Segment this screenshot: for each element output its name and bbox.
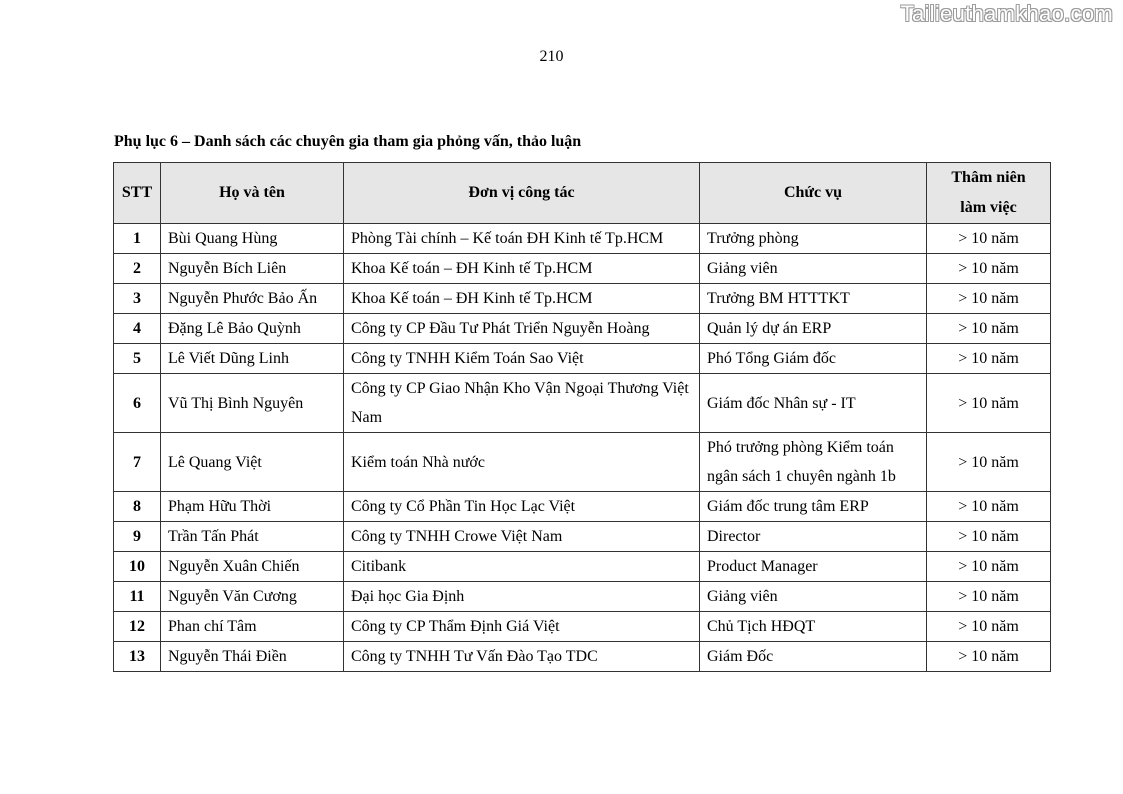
row-years: > 10 năm bbox=[927, 642, 1051, 672]
table-row bbox=[114, 224, 1051, 254]
header-years-line2: làm việc bbox=[960, 199, 1017, 216]
row-name: Nguyễn Phước Bảo Ấn bbox=[161, 284, 344, 314]
row-position: Trưởng phòng bbox=[700, 224, 927, 254]
row-years: > 10 năm bbox=[927, 254, 1051, 284]
row-name: Nguyễn Thái Điền bbox=[161, 642, 344, 672]
header-years bbox=[927, 163, 1051, 224]
row-years: > 10 năm bbox=[927, 582, 1051, 612]
row-position: Quản lý dự án ERP bbox=[700, 314, 927, 344]
row-name: Lê Viết Dũng Linh bbox=[161, 344, 344, 374]
table-caption: Phụ lục 6 – Danh sách các chuyên gia tham gia phỏng vấn, thảo luận bbox=[114, 133, 582, 150]
page-number: 210 bbox=[539, 48, 564, 65]
row-position: Giám đốc trung tâm ERP bbox=[700, 492, 927, 522]
table-row bbox=[114, 582, 1051, 612]
row-org: Công ty TNHH Kiểm Toán Sao Việt bbox=[344, 344, 700, 374]
row-position: Chủ Tịch HĐQT bbox=[700, 612, 927, 642]
row-stt: 11 bbox=[114, 582, 161, 612]
row-position: Product Manager bbox=[700, 552, 927, 582]
row-position: Trưởng BM HTTTKT bbox=[700, 284, 927, 314]
row-position: Giảng viên bbox=[700, 254, 927, 284]
row-stt: 1 bbox=[114, 224, 161, 254]
table-row bbox=[114, 612, 1051, 642]
row-position: Director bbox=[700, 522, 927, 552]
header-years-line1: Thâm niên bbox=[951, 169, 1026, 186]
header-stt: STT bbox=[114, 163, 161, 224]
row-org: Công ty CP Đầu Tư Phát Triển Nguyễn Hoàng bbox=[344, 314, 700, 344]
row-stt: 7 bbox=[114, 433, 161, 492]
table-row bbox=[114, 552, 1051, 582]
table-row bbox=[114, 492, 1051, 522]
row-org: Công ty Cổ Phần Tin Học Lạc Việt bbox=[344, 492, 700, 522]
row-org: Công ty CP Thẩm Định Giá Việt bbox=[344, 612, 700, 642]
table-header-row bbox=[114, 163, 1051, 224]
row-stt: 6 bbox=[114, 374, 161, 433]
row-stt: 9 bbox=[114, 522, 161, 552]
row-position: Giảng viên bbox=[700, 582, 927, 612]
table-row bbox=[114, 344, 1051, 374]
table-row bbox=[114, 374, 1051, 433]
row-org: Khoa Kế toán – ĐH Kinh tế Tp.HCM bbox=[344, 284, 700, 314]
row-position: Phó Tổng Giám đốc bbox=[700, 344, 927, 374]
table-body bbox=[114, 224, 1051, 672]
row-position: Giám Đốc bbox=[700, 642, 927, 672]
row-years: > 10 năm bbox=[927, 612, 1051, 642]
row-years: > 10 năm bbox=[927, 492, 1051, 522]
row-org: Đại học Gia Định bbox=[344, 582, 700, 612]
row-name: Nguyễn Bích Liên bbox=[161, 254, 344, 284]
row-org: Công ty CP Giao Nhận Kho Vận Ngoại Thương Việt Nam bbox=[344, 374, 700, 433]
row-name: Lê Quang Việt bbox=[161, 433, 344, 492]
row-years: > 10 năm bbox=[927, 344, 1051, 374]
row-years: > 10 năm bbox=[927, 522, 1051, 552]
row-org: Phòng Tài chính – Kế toán ĐH Kinh tế Tp.HCM bbox=[344, 224, 700, 254]
row-years: > 10 năm bbox=[927, 374, 1051, 433]
row-years: > 10 năm bbox=[927, 284, 1051, 314]
row-name: Trần Tấn Phát bbox=[161, 522, 344, 552]
row-org: Công ty TNHH Tư Vấn Đào Tạo TDC bbox=[344, 642, 700, 672]
table-row bbox=[114, 522, 1051, 552]
row-org: Khoa Kế toán – ĐH Kinh tế Tp.HCM bbox=[344, 254, 700, 284]
row-position: Giám đốc Nhân sự - IT bbox=[700, 374, 927, 433]
header-org: Đơn vị công tác bbox=[344, 163, 700, 224]
row-position: Phó trưởng phòng Kiểm toán ngân sách 1 chuyên ngành 1b bbox=[700, 433, 927, 492]
row-org: Kiểm toán Nhà nước bbox=[344, 433, 700, 492]
table-row bbox=[114, 314, 1051, 344]
row-name: Đặng Lê Bảo Quỳnh bbox=[161, 314, 344, 344]
table-row bbox=[114, 642, 1051, 672]
row-stt: 8 bbox=[114, 492, 161, 522]
row-stt: 4 bbox=[114, 314, 161, 344]
experts-table bbox=[113, 162, 1051, 672]
header-name: Họ và tên bbox=[161, 163, 344, 224]
row-name: Bùi Quang Hùng bbox=[161, 224, 344, 254]
row-years: > 10 năm bbox=[927, 433, 1051, 492]
header-position: Chức vụ bbox=[700, 163, 927, 224]
row-years: > 10 năm bbox=[927, 224, 1051, 254]
row-stt: 12 bbox=[114, 612, 161, 642]
table-row bbox=[114, 284, 1051, 314]
row-name: Nguyễn Văn Cương bbox=[161, 582, 344, 612]
row-name: Nguyễn Xuân Chiến bbox=[161, 552, 344, 582]
row-years: > 10 năm bbox=[927, 552, 1051, 582]
row-org: Citibank bbox=[344, 552, 700, 582]
row-name: Phạm Hữu Thời bbox=[161, 492, 344, 522]
table-row bbox=[114, 254, 1051, 284]
row-stt: 5 bbox=[114, 344, 161, 374]
row-stt: 10 bbox=[114, 552, 161, 582]
row-name: Vũ Thị Bình Nguyên bbox=[161, 374, 344, 433]
table-row bbox=[114, 433, 1051, 492]
row-name: Phan chí Tâm bbox=[161, 612, 344, 642]
row-stt: 2 bbox=[114, 254, 161, 284]
row-years: > 10 năm bbox=[927, 314, 1051, 344]
watermark: Tailieuthamkhao.com bbox=[900, 1, 1113, 26]
row-stt: 13 bbox=[114, 642, 161, 672]
row-stt: 3 bbox=[114, 284, 161, 314]
row-org: Công ty TNHH Crowe Việt Nam bbox=[344, 522, 700, 552]
